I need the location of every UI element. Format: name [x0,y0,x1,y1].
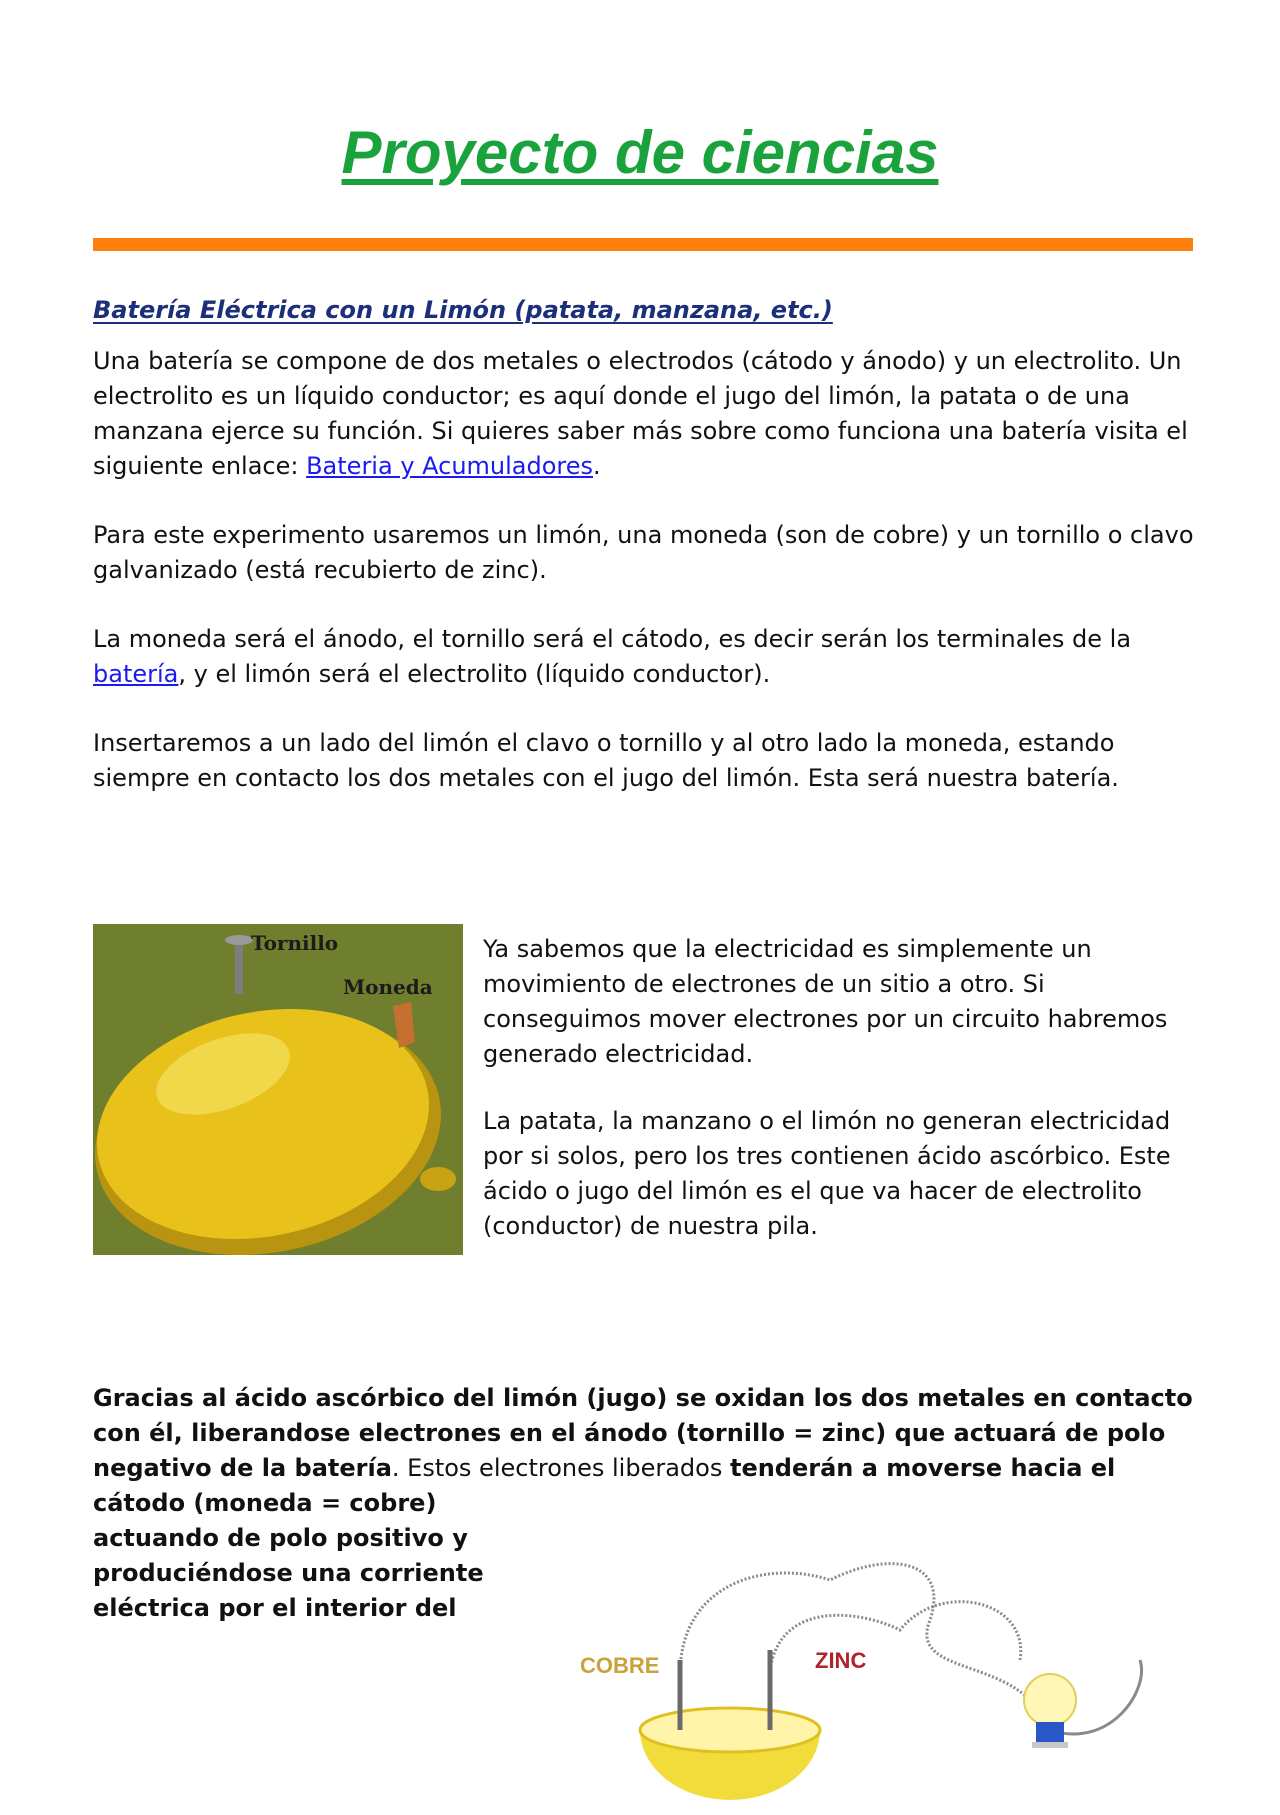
orange-divider [93,238,1193,251]
coin-label: Moneda [343,975,433,999]
section-heading: Batería Eléctrica con un Limón (patata, manzana, etc.) [93,296,833,324]
intro-text: Una batería se compone de dos metales o electrodos (cátodo y ánodo) y un electrolito. Un electrolito es un líquido conductor; es aquí donde el jugo del limón, la patata o de una manzana ejerce su función. Si quieres saber más sobre como funciona una batería visita el siguiente enlace: [93,347,1188,480]
battery-link[interactable]: Bateria y Acumuladores [306,452,594,480]
intro-end: . [593,452,601,480]
lemon-battery-photo [93,924,463,1255]
oxidation-line-a: actuando de polo positivo y [93,1524,468,1552]
side-paragraph-electrons: Ya sabemos que la electricidad es simplemente un movimiento de electrones de un sitio a otro. Si conseguimos mover electrones por un circuito habremos generado electricidad. [483,935,1168,1068]
oxidation-bold-text: Gracias al ácido ascórbico del limón (jugo) se oxidan los dos metales en contacto con él, liberandose electrones en el ánodo (tornillo = zinc) que actuará de polo negativo de la batería [93,1384,1193,1482]
terminals-end: , y el limón será el electrolito (líquido conductor). [178,660,771,688]
screw-label: Tornillo [251,931,339,955]
terminals-text: La moneda será el ánodo, el tornillo será el cátodo, es decir serán los terminales de la [93,625,1132,653]
bateria-link[interactable]: batería [93,660,179,688]
paragraph-materials: Para este experimento usaremos un limón, una moneda (son de cobre) y un tornillo o clavo galvanizado (está recubierto de zinc). [93,521,1194,584]
side-paragraph-acid: La patata, la manzano o el limón no generan electricidad por si solos, pero los tres contienen ácido ascórbico. Este ácido o jugo del limón es el que va hacer de electrolito (conductor) de nuestra pila. [483,1107,1171,1240]
paragraph-terminals [93,622,1198,692]
page-title: Proyecto de ciencias [341,119,939,186]
paragraph-insert: Insertaremos a un lado del limón el clavo o tornillo y al otro lado la moneda, estando siempre en contacto los dos metales con el jugo del limón. Esta será nuestra batería. [93,729,1119,792]
oxidation-normal-text: . Estos electrones liberados [391,1454,730,1482]
oxidation-bold-text-2: tenderán a moverse hacia el cátodo (moneda = cobre) [93,1454,1116,1517]
oxidation-line-b: produciéndose una corriente [93,1559,484,1587]
lemon-circuit-diagram [570,1540,1170,1811]
copper-label: COBRE [580,1653,660,1678]
zinc-label: ZINC [815,1648,867,1673]
oxidation-line-c: eléctrica por el interior del [93,1594,457,1622]
paragraph-intro [93,344,1198,484]
